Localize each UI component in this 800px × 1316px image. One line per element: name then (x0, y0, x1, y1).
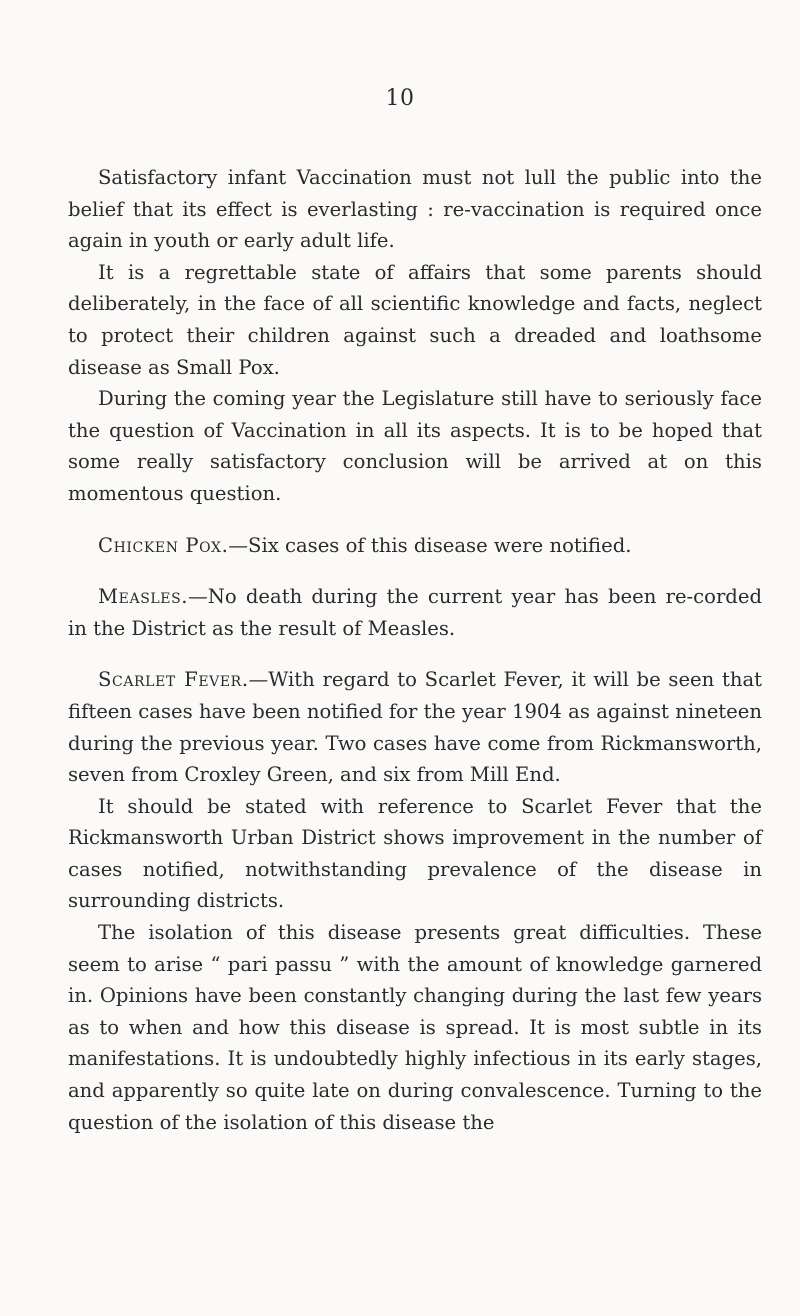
paragraph-text: Satisfactory infant Vaccination must not lull the public into the belief that its effect is everlasting : re-vaccination is required once again in youth or early adult life. (68, 166, 762, 253)
section-heading-measles: Measles. (98, 585, 189, 609)
section-heading-scarlet-fever: Scarlet Fever. (98, 668, 249, 692)
paragraph-text: It should be stated with reference to Scarlet Fever that the Rickmansworth Urban District shows improvement in the number of cases notified, notwithstanding prevalence of the disease in surrounding districts. (68, 794, 762, 913)
paragraph-scarlet-fever (68, 664, 762, 790)
paragraph-legislature (68, 383, 762, 509)
paragraph-parents-neglect (68, 257, 762, 383)
paragraph-isolation (68, 917, 762, 1138)
section-heading-chicken-pox: Chicken Pox. (98, 533, 229, 557)
body-text (68, 162, 762, 1138)
paragraph-text: The isolation of this disease presents great difficulties. These seem to arise “ pari passu ” with the amount of knowledge garnered in. Opinions have been constantly changing during the last few years as to when and how this disease is spread. It is most subtle in its manifestations. It is undoubtedly highly infectious in its early stages, and apparently so quite late on during convalescence. Turning to the question of the isolation of this disease the (68, 921, 762, 1134)
paragraph-text: It is a regrettable state of affairs that some parents should deliberately, in the face of all scientific knowledge and facts, neglect to protect their children against such a dreaded and loathsome disease as Small Pox. (68, 260, 762, 379)
paragraph-text: —No death during the current year has been re-corded in the District as the result of Measles. (68, 585, 762, 640)
paragraph-measles (68, 581, 762, 644)
paragraph-scarlet-improvement (68, 791, 762, 917)
page-number: 10 (385, 86, 415, 111)
paragraph-text: —With regard to Scarlet Fever, it will be seen that fifteen cases have been notified for the year 1904 as against nineteen during the previous year. Two cases have come from Rickmansworth, seven from Croxley Green, and six from Mill End. (68, 668, 762, 787)
paragraph-chicken-pox (68, 530, 762, 562)
paragraph-text: During the coming year the Legislature still have to seriously face the question of Vaccination in all its aspects. It is to be hoped that some really satisfactory conclusion will be arrived at on this momentous question. (68, 387, 762, 505)
paragraph-text: —Six cases of this disease were notified. (228, 533, 632, 557)
paragraph-vaccination-infant (68, 162, 762, 257)
